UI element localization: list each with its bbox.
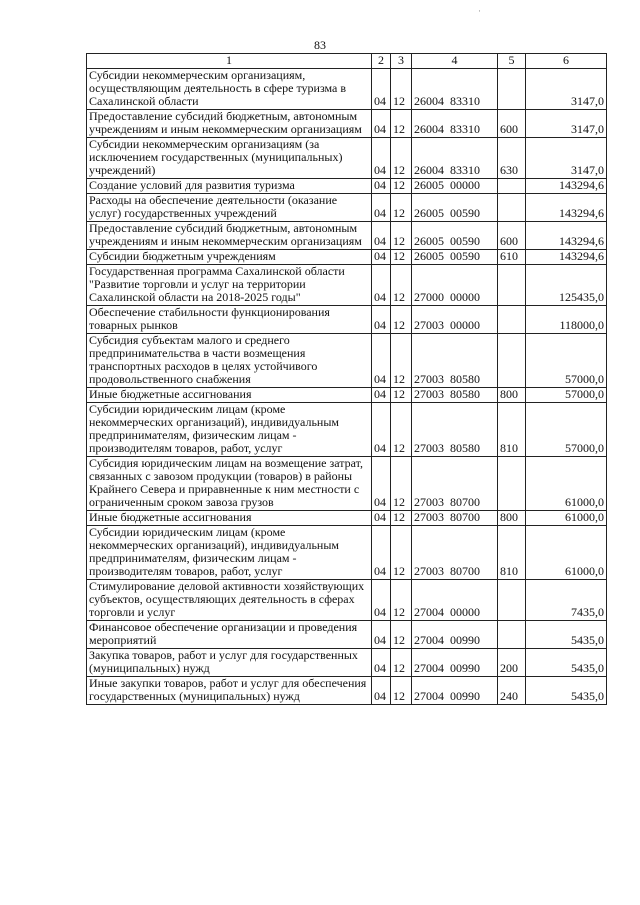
cell-name: Субсидия юридическим лицам на возмещение затрат, связанных с завозом продукции (товаров) в районы Крайнего Севера и приравненные к ним местности с ограниченным сроком завоза грузов	[87, 457, 372, 511]
cell-vr: 600	[498, 110, 526, 138]
cell-pr: 12	[391, 334, 412, 388]
cell-rz: 04	[372, 649, 391, 677]
cell-csr: 27004 00990	[412, 621, 498, 649]
cell-sum: 125435,0	[526, 265, 607, 306]
cell-vr	[498, 194, 526, 222]
cell-name: Субсидии юридическим лицам (кроме некоммерческих организаций), индивидуальным предпринимателям, физическим лицам - производителям товаров, работ, услуг	[87, 526, 372, 580]
cell-csr: 27003 80700	[412, 526, 498, 580]
header-col-vr: 5	[498, 54, 526, 69]
table-row	[87, 179, 607, 194]
cell-rz: 04	[372, 580, 391, 621]
table-header	[87, 54, 607, 69]
cell-csr: 27003 00000	[412, 306, 498, 334]
cell-csr: 26005 00590	[412, 194, 498, 222]
table-body	[87, 69, 607, 705]
cell-rz: 04	[372, 69, 391, 110]
cell-vr	[498, 334, 526, 388]
table-row	[87, 250, 607, 265]
table-row	[87, 69, 607, 110]
cell-pr: 12	[391, 621, 412, 649]
cell-pr: 12	[391, 194, 412, 222]
cell-sum: 3147,0	[526, 69, 607, 110]
table-row	[87, 526, 607, 580]
cell-vr: 240	[498, 677, 526, 705]
cell-name: Финансовое обеспечение организации и проведения мероприятий	[87, 621, 372, 649]
cell-rz: 04	[372, 388, 391, 403]
cell-sum: 61000,0	[526, 457, 607, 511]
cell-sum: 5435,0	[526, 649, 607, 677]
cell-pr: 12	[391, 179, 412, 194]
cell-rz: 04	[372, 621, 391, 649]
cell-csr: 27004 00990	[412, 649, 498, 677]
cell-sum: 57000,0	[526, 403, 607, 457]
cell-vr	[498, 69, 526, 110]
cell-name: Иные бюджетные ассигнования	[87, 388, 372, 403]
table-row	[87, 334, 607, 388]
header-row	[87, 54, 607, 69]
cell-rz: 04	[372, 677, 391, 705]
cell-pr: 12	[391, 138, 412, 179]
cell-csr: 26005 00000	[412, 179, 498, 194]
cell-rz: 04	[372, 179, 391, 194]
cell-name: Закупка товаров, работ и услуг для государственных (муниципальных) нужд	[87, 649, 372, 677]
budget-table	[86, 53, 607, 705]
cell-pr: 12	[391, 265, 412, 306]
cell-sum: 3147,0	[526, 138, 607, 179]
cell-name: Субсидии некоммерческим организациям (за исключением государственных (муниципальных) учреждений)	[87, 138, 372, 179]
table-row	[87, 194, 607, 222]
cell-pr: 12	[391, 511, 412, 526]
cell-name: Иные закупки товаров, работ и услуг для обеспечения государственных (муниципальных) нужд	[87, 677, 372, 705]
cell-name: Обеспечение стабильности функционирования товарных рынков	[87, 306, 372, 334]
cell-csr: 27004 00990	[412, 677, 498, 705]
cell-sum: 5435,0	[526, 677, 607, 705]
cell-rz: 04	[372, 250, 391, 265]
cell-csr: 27004 00000	[412, 580, 498, 621]
cell-rz: 04	[372, 265, 391, 306]
cell-csr: 26004 83310	[412, 69, 498, 110]
cell-pr: 12	[391, 403, 412, 457]
cell-pr: 12	[391, 388, 412, 403]
table-row	[87, 511, 607, 526]
cell-rz: 04	[372, 110, 391, 138]
cell-name: Предоставление субсидий бюджетным, автономным учреждениям и иным некоммерческим организациям	[87, 110, 372, 138]
cell-pr: 12	[391, 677, 412, 705]
cell-vr: 810	[498, 526, 526, 580]
cell-vr: 600	[498, 222, 526, 250]
cell-rz: 04	[372, 194, 391, 222]
cell-sum: 143294,6	[526, 194, 607, 222]
cell-vr	[498, 621, 526, 649]
page-number: 83	[314, 38, 326, 52]
table-row	[87, 110, 607, 138]
cell-pr: 12	[391, 457, 412, 511]
cell-rz: 04	[372, 526, 391, 580]
cell-csr: 26004 83310	[412, 138, 498, 179]
cell-vr: 630	[498, 138, 526, 179]
cell-rz: 04	[372, 511, 391, 526]
table-row	[87, 222, 607, 250]
cell-rz: 04	[372, 403, 391, 457]
cell-name: Субсидия субъектам малого и среднего предпринимательства в части возмещения транспортных расходов в целях устойчивого продовольственного снабжения	[87, 334, 372, 388]
cell-sum: 3147,0	[526, 110, 607, 138]
table-row	[87, 621, 607, 649]
scan-speck: ·	[478, 6, 481, 16]
cell-name: Субсидии некоммерческим организациям, осуществляющим деятельность в сфере туризма в Сахалинской области	[87, 69, 372, 110]
cell-pr: 12	[391, 649, 412, 677]
cell-rz: 04	[372, 306, 391, 334]
cell-csr: 26005 00590	[412, 222, 498, 250]
cell-pr: 12	[391, 222, 412, 250]
cell-rz: 04	[372, 222, 391, 250]
cell-sum: 61000,0	[526, 526, 607, 580]
header-col-name: 1	[87, 54, 372, 69]
table-row	[87, 649, 607, 677]
header-col-pr: 3	[391, 54, 412, 69]
cell-vr: 800	[498, 511, 526, 526]
cell-sum: 118000,0	[526, 306, 607, 334]
cell-pr: 12	[391, 580, 412, 621]
cell-sum: 143294,6	[526, 179, 607, 194]
cell-csr: 27003 80700	[412, 457, 498, 511]
cell-rz: 04	[372, 457, 391, 511]
table-row	[87, 265, 607, 306]
cell-sum: 57000,0	[526, 334, 607, 388]
cell-name: Создание условий для развития туризма	[87, 179, 372, 194]
cell-csr: 27000 00000	[412, 265, 498, 306]
header-col-rz: 2	[372, 54, 391, 69]
header-col-sum: 6	[526, 54, 607, 69]
cell-pr: 12	[391, 250, 412, 265]
cell-sum: 7435,0	[526, 580, 607, 621]
cell-name: Государственная программа Сахалинской области "Развитие торговли и услуг на территории Сахалинской области на 2018-2025 годы"	[87, 265, 372, 306]
cell-name: Иные бюджетные ассигнования	[87, 511, 372, 526]
header-col-csr: 4	[412, 54, 498, 69]
cell-pr: 12	[391, 110, 412, 138]
cell-pr: 12	[391, 69, 412, 110]
cell-name: Стимулирование деловой активности хозяйствующих субъектов, осуществляющих деятельность в сферах торговли и услуг	[87, 580, 372, 621]
cell-name: Предоставление субсидий бюджетным, автономным учреждениям и иным некоммерческим организациям	[87, 222, 372, 250]
cell-csr: 27003 80580	[412, 403, 498, 457]
cell-vr	[498, 457, 526, 511]
cell-rz: 04	[372, 334, 391, 388]
cell-sum: 61000,0	[526, 511, 607, 526]
cell-name: Субсидии бюджетным учреждениям	[87, 250, 372, 265]
cell-sum: 143294,6	[526, 222, 607, 250]
cell-csr: 27003 80580	[412, 388, 498, 403]
cell-vr: 810	[498, 403, 526, 457]
cell-name: Субсидии юридическим лицам (кроме некоммерческих организаций), индивидуальным предпринимателям, физическим лицам - производителям товаров, работ, услуг	[87, 403, 372, 457]
cell-sum: 5435,0	[526, 621, 607, 649]
cell-pr: 12	[391, 526, 412, 580]
cell-name: Расходы на обеспечение деятельности (оказание услуг) государственных учреждений	[87, 194, 372, 222]
cell-sum: 57000,0	[526, 388, 607, 403]
table-row	[87, 457, 607, 511]
cell-vr: 800	[498, 388, 526, 403]
cell-vr: 200	[498, 649, 526, 677]
table-row	[87, 306, 607, 334]
cell-vr	[498, 580, 526, 621]
table-row	[87, 580, 607, 621]
cell-csr: 27003 80580	[412, 334, 498, 388]
cell-vr	[498, 306, 526, 334]
cell-pr: 12	[391, 306, 412, 334]
table-row	[87, 677, 607, 705]
cell-vr	[498, 265, 526, 306]
cell-rz: 04	[372, 138, 391, 179]
cell-vr	[498, 179, 526, 194]
cell-csr: 26004 83310	[412, 110, 498, 138]
cell-sum: 143294,6	[526, 250, 607, 265]
table-row	[87, 403, 607, 457]
cell-vr: 610	[498, 250, 526, 265]
cell-csr: 26005 00590	[412, 250, 498, 265]
table-row	[87, 388, 607, 403]
cell-csr: 27003 80700	[412, 511, 498, 526]
table-row	[87, 138, 607, 179]
